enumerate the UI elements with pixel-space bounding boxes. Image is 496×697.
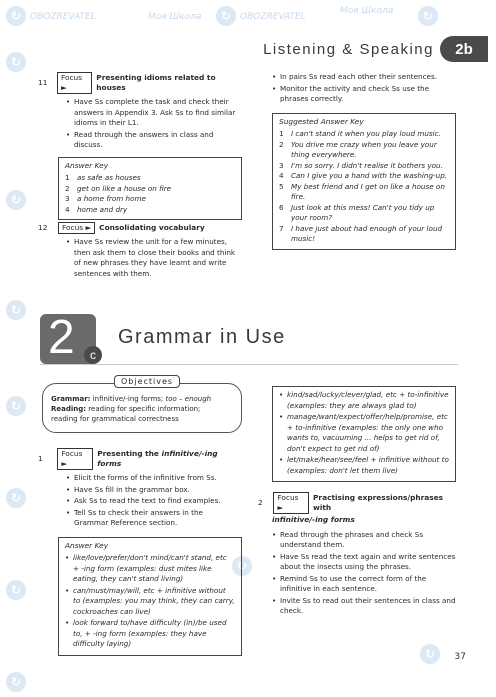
key-text: Just look at this mess! Can't you tidy up your room?: [291, 202, 435, 222]
focus-tag: Focus ►: [273, 492, 309, 514]
watermark-logo-icon: ↻: [6, 396, 26, 416]
watermark-logo-icon: ↻: [6, 52, 26, 72]
key-text: You drive me crazy when you leave your thing everywhere.: [291, 139, 437, 159]
list-item: • Elicit the forms of the infinitive from Ss.: [66, 473, 238, 484]
key-number: 5: [279, 181, 284, 191]
list-item: • Read through the answers in class and discuss.: [66, 130, 238, 151]
objective-label: Grammar:: [51, 395, 91, 403]
list-item: • Have Ss fill in the grammar box.: [66, 485, 238, 496]
objectives-tab: Objectives: [114, 375, 180, 388]
focus-title: Presenting idioms related to houses: [96, 72, 216, 92]
list-item: • Have Ss review the unit for a few minutes, then ask them to close their books and think of new phrases they have learnt and write sentences with them.: [66, 237, 238, 279]
answer-key-continued-box: [272, 386, 456, 482]
answer-key-title: Suggested Answer Key: [279, 116, 364, 126]
answer-key-title: Answer Key: [65, 160, 109, 170]
unit-badge: 2b: [440, 36, 488, 62]
focus-title: Practising expressions/phrases with: [313, 492, 444, 512]
right-mid-column: [272, 386, 456, 482]
section-title: Listening & Speaking: [263, 40, 434, 58]
key-number: 3: [279, 160, 284, 170]
list-item: • Ask Ss to read the text to find examples.: [66, 496, 238, 507]
list-item: • kind/sad/lucky/clever/glad, etc + to-infinitive (examples: they are always glad to): [279, 390, 449, 411]
key-number: 1: [279, 129, 284, 138]
watermark-logo-icon: ↻: [6, 488, 26, 508]
objective-text: reading for specific information;: [86, 405, 201, 413]
focus-tag: Focus ►: [58, 222, 95, 234]
key-number: 7: [279, 223, 284, 233]
watermark-logo-icon: ↻: [420, 644, 440, 664]
watermark: Моя Школа: [340, 6, 394, 16]
watermark-logo-icon: ↻: [418, 6, 438, 26]
key-text: home and dry: [77, 204, 128, 214]
list-item: • Have Ss read the text again and write sentences about the insects using the phrases.: [272, 552, 456, 573]
section-number: 1: [38, 453, 43, 463]
answer-key-title: Answer Key: [65, 540, 109, 550]
watermark-logo-icon: ↻: [232, 556, 252, 576]
list-item: • Tell Ss to check their answers in the Grammar Reference section.: [66, 508, 238, 529]
watermark-logo-icon: ↻: [6, 672, 26, 692]
watermark-logo-icon: ↻: [216, 6, 236, 26]
list-item: • In pairs Ss read each other their sentences.: [272, 72, 456, 83]
section-header: [263, 36, 488, 62]
focus-tag: Focus ►: [57, 72, 92, 94]
list-item: • Remind Ss to use the correct form of the infinitive in each sentence.: [272, 574, 456, 595]
list-item: • like/love/prefer/don't mind/can't stand, etc + -ing form (examples: dust mites like eating, they can't stand living): [65, 553, 235, 585]
watermark: OBOZREVATEL: [30, 12, 96, 22]
watermark-logo-icon: ↻: [6, 580, 26, 600]
section-number: 12: [38, 222, 48, 232]
list-item: • can/must/may/will, etc + infinitive without to (examples: you may think, they can carry, cockroaches can live): [65, 586, 235, 618]
section-11: [38, 72, 238, 220]
lesson-title: Grammar in Use: [118, 326, 286, 348]
section-number: 11: [38, 77, 48, 87]
divider: [40, 364, 458, 365]
key-text: a home from home: [77, 194, 146, 203]
key-number: 6: [279, 202, 284, 212]
key-text: as safe as houses: [77, 173, 141, 182]
focus-title-cont: infinitive/-ing forms: [272, 515, 355, 524]
unit-letter: c: [84, 346, 102, 364]
section-1: [38, 448, 238, 656]
key-number: 4: [65, 204, 70, 214]
section-12: [38, 222, 238, 280]
watermark-logo-icon: ↻: [6, 190, 26, 210]
list-item: • look forward to/have difficulty (in)/be used to, + -ing form (examples: they have difficulty laying): [65, 618, 235, 650]
key-number: 1: [65, 173, 70, 182]
right-top-column: [272, 72, 456, 250]
answer-key-box: [58, 537, 242, 656]
list-item: • let/make/hear/see/feel + infinitive without to (examples: don't let them live): [279, 455, 449, 476]
list-item: • Invite Ss to read out their sentences in class and check.: [272, 596, 456, 617]
key-text: I can't stand it when you play loud music.: [291, 129, 441, 138]
unit-number: 2: [48, 311, 75, 364]
key-number: 2: [65, 183, 70, 193]
page-number: 37: [454, 652, 466, 662]
key-text: Can I give you a hand with the washing-up.: [291, 171, 448, 180]
objective-text: infinitive/-ing forms;: [90, 395, 166, 403]
focus-title: Consolidating vocabulary: [99, 222, 205, 232]
key-text: I'm so sorry. I didn't realise it bothers you.: [291, 160, 443, 170]
watermark-logo-icon: ↻: [6, 300, 26, 320]
list-item: • manage/want/expect/offer/help/promise, etc + to-infinitive (examples: the only one who wants to, vacuuming ... helps to get rid of, don't expect to get rid of): [279, 412, 449, 454]
key-number: 2: [279, 139, 284, 149]
focus-tag: Focus ►: [57, 448, 93, 470]
key-text: get on like a house on fire: [77, 183, 172, 193]
key-text: My best friend and I get on like a house on fire.: [291, 181, 445, 201]
section-2: [258, 492, 456, 618]
watermark: Моя Школа: [148, 12, 202, 22]
focus-title: Presenting the infinitive/-ing forms: [97, 448, 218, 468]
key-text: I have just about had enough of your loud music!: [291, 223, 443, 243]
watermark-logo-icon: ↻: [6, 6, 26, 26]
list-item: • Monitor the activity and check Ss use the phrases correctly.: [272, 84, 456, 105]
watermark: OBOZREVATEL: [240, 12, 306, 22]
suggested-answer-key-box: [272, 113, 456, 250]
objective-label: Reading:: [51, 405, 87, 413]
list-item: • Have Ss complete the task and check their answers in Appendix 3. Ask Ss to find similar idioms in their L1.: [66, 97, 238, 129]
objective-text: too – enough: [165, 395, 212, 403]
list-item: • Read through the phrases and check Ss understand them.: [272, 530, 456, 551]
objectives-box: [42, 383, 242, 433]
key-number: 3: [65, 194, 70, 203]
objective-text: reading for grammatical correctness: [51, 415, 179, 423]
section-number: 2: [258, 497, 263, 507]
answer-key-box: [58, 157, 242, 221]
key-number: 4: [279, 171, 284, 180]
